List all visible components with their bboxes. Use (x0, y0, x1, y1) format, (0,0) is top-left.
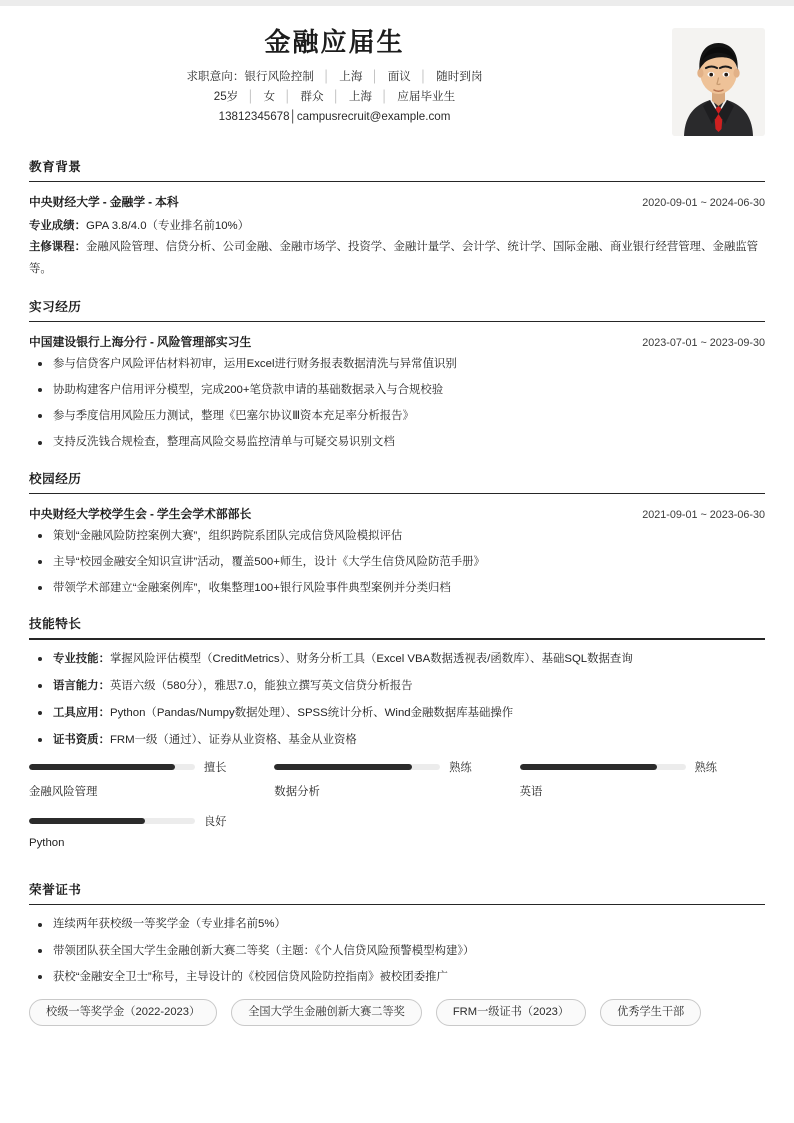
honor-tag[interactable]: FRM一级证书（2023） (436, 999, 586, 1026)
list-item: 协助构建客户信用评分模型，完成200+笔贷款申请的基础数据录入与合规校验 (29, 382, 765, 399)
personal-location: 上海 (348, 90, 373, 104)
skill-name-label: 金融风险管理 (29, 786, 98, 799)
campus-bullets (29, 528, 765, 597)
personal-political-status: 群众 (300, 90, 324, 104)
honor-tag[interactable]: 校级一等奖学金（2022-2023） (29, 999, 217, 1026)
skill-value: 英语六级（580分），雅思7.0，能独立撰写英文信贷分析报告 (109, 679, 413, 692)
education-gpa-label: 专业成绩： (29, 220, 86, 233)
skill-bar-item (520, 759, 765, 799)
personal-status: 应届毕业生 (397, 90, 456, 104)
email-address[interactable]: campusrecruit@example.com (296, 109, 451, 123)
section-title-education: 教育背景 (29, 160, 82, 174)
honor-tag[interactable]: 优秀学生干部 (600, 999, 701, 1026)
skill-name-label: 数据分析 (274, 786, 320, 799)
skill-label: 语言能力： (53, 679, 110, 692)
skill-bar-row (29, 759, 256, 775)
resume-header (29, 22, 765, 140)
dash-separator: - (102, 195, 107, 210)
education-major: 金融学 (109, 195, 146, 210)
education-courses-value: 金融风险管理、信贷分析、公司金融、金融市场学、投资学、金融计量学、会计学、统计学、国际金融、商业银行经营管理、金融监管等。 (29, 241, 759, 275)
honor-tag-group (29, 999, 765, 1044)
skill-level-label: 熟练 (694, 762, 717, 775)
job-intent-line (29, 68, 640, 85)
internship-bullets (29, 356, 765, 451)
header-main (29, 26, 765, 123)
skill-progress-fill (29, 764, 175, 770)
skill-progress-track (29, 764, 195, 770)
internship-company: 中国建设银行上海分行 (29, 335, 147, 350)
list-item: 参与信贷客户风险评估材料初审，运用Excel进行财务报表数据清洗与异常值识别 (29, 356, 765, 373)
education-courses-label: 主修课程： (29, 241, 86, 254)
education-title (29, 193, 179, 210)
education-entry (29, 193, 765, 279)
list-item (29, 651, 765, 668)
skills-bullets (29, 651, 765, 749)
personal-age: 25岁 (213, 90, 239, 104)
internship-role: 风险管理部实习生 (156, 335, 252, 350)
campus-date: 2021-09-01 ~ 2023-06-30 (642, 508, 765, 521)
list-item: 参与季度信用风险压力测试，整理《巴塞尔协议Ⅲ资本充足率分析报告》 (29, 408, 765, 425)
section-title-honors: 荣誉证书 (29, 883, 82, 898)
job-intent-position: 银行风险控制 (244, 69, 314, 83)
dash-separator: - (149, 506, 154, 521)
skill-progress-fill (520, 764, 658, 770)
campus-title (29, 505, 251, 522)
education-entry-head (29, 193, 765, 210)
education-gpa-row (29, 216, 765, 237)
separator-icon: │ (381, 90, 389, 104)
portrait-photo-icon (672, 28, 765, 136)
phone-number[interactable]: 13812345678 (218, 109, 290, 123)
avatar (672, 28, 765, 136)
section-divider (29, 321, 765, 322)
education-degree: 本科 (155, 195, 179, 210)
separator-icon: │ (323, 69, 331, 83)
campus-entry (29, 505, 765, 597)
list-item (29, 705, 765, 722)
campus-role: 学生会学术部部长 (156, 506, 252, 521)
section-divider (29, 493, 765, 494)
section-education (29, 156, 765, 280)
skill-label: 工具应用： (53, 706, 110, 719)
campus-org: 中央财经大学校学生会 (29, 506, 147, 521)
skill-progress-track (520, 764, 686, 770)
personal-info-line (29, 88, 640, 105)
skill-progress-fill (274, 764, 412, 770)
section-internship (29, 296, 765, 452)
list-item: 主导“校园金融安全知识宣讲”活动，覆盖500+师生，设计《大学生信贷风险防范手册》 (29, 554, 765, 571)
job-intent-availability: 随时到岗 (436, 69, 483, 83)
separator-icon: │ (332, 90, 340, 104)
page-title: 金融应届生 (264, 27, 405, 57)
skill-value: Python（Pandas/Numpy数据处理）、SPSS统计分析、Wind金融数据库基础操作 (109, 706, 514, 719)
internship-entry (29, 333, 765, 451)
internship-date: 2023-07-01 ~ 2023-09-30 (642, 337, 765, 350)
honor-tag[interactable]: 全国大学生金融创新大赛二等奖 (231, 999, 422, 1026)
list-item (29, 732, 765, 749)
education-school: 中央财经大学 (29, 195, 100, 210)
skill-bar-row (274, 759, 501, 775)
skill-bar-item (29, 813, 274, 849)
skill-level-label: 熟练 (449, 762, 472, 775)
skill-name-label: 英语 (519, 786, 543, 799)
separator-icon: │ (289, 109, 297, 123)
personal-gender: 女 (263, 90, 276, 104)
education-date: 2020-09-01 ~ 2024-06-30 (642, 197, 765, 210)
list-item: 策划“金融风险防控案例大赛”，组织跨院系团队完成信贷风险模拟评估 (29, 528, 765, 545)
skill-value: FRM一级（通过）、证券从业资格、基金从业资格 (109, 733, 357, 746)
list-item: 获校“金融安全卫士”称号，主导设计的《校园信贷风险防控指南》被校团委推广 (29, 969, 765, 986)
job-intent-city: 上海 (339, 69, 363, 83)
internship-title (29, 333, 251, 350)
section-title-campus: 校园经历 (29, 471, 82, 486)
skill-name-label: Python (29, 837, 65, 850)
list-item: 带领团队获全国大学生金融创新大赛二等奖（主题：《个人信贷风险预警模型构建》） (29, 943, 765, 960)
separator-icon: │ (284, 90, 292, 104)
skill-bar-row (520, 759, 747, 775)
list-item (29, 678, 765, 695)
skill-progress-fill (29, 818, 145, 824)
contact-line (29, 110, 640, 123)
job-intent-salary: 面议 (387, 69, 411, 83)
section-honors (29, 879, 765, 1044)
education-gpa-value: GPA 3.8/4.0（专业排名前10%） (85, 220, 250, 233)
list-item: 支持反洗钱合规检查，整理高风险交易监控清单与可疑交易识别文档 (29, 434, 765, 451)
dash-separator: - (148, 195, 153, 210)
section-campus (29, 468, 765, 598)
internship-entry-head (29, 333, 765, 350)
section-skills (29, 613, 765, 863)
separator-icon: │ (247, 90, 255, 104)
separator-icon: │ (371, 69, 379, 83)
campus-entry-head (29, 505, 765, 522)
list-item: 连续两年获校级一等奖学金（专业排名前5%） (29, 916, 765, 933)
skill-progress-track (274, 764, 440, 770)
skill-bar-row (29, 813, 256, 829)
section-divider (29, 181, 765, 182)
skill-bar-item (29, 759, 274, 799)
skill-bar-item (274, 759, 519, 799)
dash-separator: - (149, 335, 154, 350)
section-divider (29, 904, 765, 905)
skill-bar-group (29, 759, 765, 863)
education-courses-row (29, 237, 765, 279)
skill-value: 掌握风险评估模型（CreditMetrics）、财务分析工具（Excel VBA数据透视表/函数库）、基础SQL数据查询 (109, 652, 633, 665)
section-title-internship: 实习经历 (29, 299, 82, 314)
skill-label: 专业技能： (53, 652, 110, 665)
list-item: 带领学术部建立“金融案例库”，收集整理100+银行风险事件典型案例并分类归档 (29, 580, 765, 597)
job-intent-label: 求职意向： (186, 69, 245, 83)
section-title-skills: 技能特长 (29, 617, 82, 632)
separator-icon: │ (419, 69, 428, 83)
skill-progress-track (29, 818, 195, 824)
skill-level-label: 良好 (204, 816, 227, 829)
skill-level-label: 擅长 (204, 762, 227, 775)
honors-bullets (29, 916, 765, 985)
skill-label: 证书资质： (53, 733, 110, 746)
section-divider (29, 638, 765, 639)
